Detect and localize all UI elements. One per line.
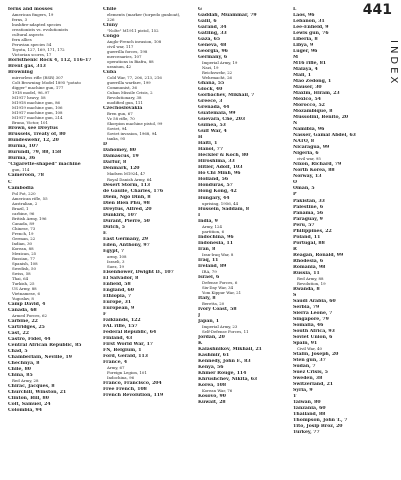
index-subentry: Mexican, 25 (12, 250, 37, 256)
index-entry: Diem, Ngo Dinh, 8 (103, 194, 151, 200)
index-entry: Kennedy, John F., 83 (198, 358, 251, 364)
index-entry: Rwanda, 8 (293, 286, 320, 292)
index-entry: France, 4 (103, 359, 128, 365)
index-subentry: 1918 model, 96–97 (12, 90, 50, 96)
index-subentry: Civil War, 40 (297, 345, 322, 351)
index-entry: Burma, 36 (8, 156, 36, 162)
index-entry: Pakistan, 33 (293, 198, 325, 204)
index-entry: Central African Republic, 85 (8, 342, 82, 348)
index-entry: Rhodesia, 6 (293, 258, 324, 264)
index-subentry: Australian, 2 (12, 200, 38, 206)
index-subentry: mercenaries, 107 (107, 54, 142, 60)
index-entry: Gatling, 33 (198, 31, 227, 37)
index-entry: Dahomey, 80 (103, 148, 136, 154)
index-entry: Haiti, 1 (198, 141, 218, 147)
index-entry: Tito, Josip Broz, 20 (293, 424, 343, 430)
index-entry: E (103, 230, 107, 236)
index-entry: Ethiopia, 7 (103, 293, 132, 299)
index-entry: Canada, 68 (8, 307, 37, 313)
index-subentry: Korean War, 76 (202, 388, 233, 394)
index-entry: Sweden, 38 (293, 375, 323, 381)
index-subentry: Soviet, 94 (107, 126, 127, 132)
index-entry: South Africa, 93 (293, 328, 335, 334)
index-subentry: Israeli, 3 (107, 258, 125, 264)
index-entry: Ivory Coast, 58 (198, 306, 237, 312)
index-entry: Chile (103, 7, 117, 12)
index-subentry: American fingers, 19 (12, 12, 54, 18)
index-subentry: mirrorless rifle (RSR) 307 (12, 75, 64, 81)
index-entry: Hitler, Adolf, 103 (198, 165, 243, 171)
index-entry: Chirac, Jacques, 8 (8, 384, 55, 390)
index-entry: Peru, 57 (293, 222, 315, 228)
index-entry: Eden, Anthony, 97 (103, 242, 150, 248)
index-entry: Singapore, 79 (293, 316, 329, 322)
index-subentry: civil war, 117 (107, 44, 134, 50)
index-subentry: gun, 114 (12, 167, 30, 173)
index-entry: Nasser, Gamal Abdel, 63 (293, 133, 356, 139)
index-entry: Chad, 5 (8, 349, 28, 354)
index-entry: Sierra Leone, 7 (293, 310, 333, 316)
index-entry: Holland, 56 (198, 177, 229, 183)
index-entry: O (293, 180, 298, 186)
index-entry: Hiroshima, 33 (198, 159, 235, 165)
index-subentry: Foreign Legion, 101 (107, 370, 147, 376)
index-entry: Panama, 56 (293, 210, 324, 216)
index-subentry: British Army, 196 (12, 215, 47, 221)
index-subentry: uranium, 42 (107, 64, 132, 70)
index-entry: Luger, 96 (293, 49, 318, 55)
index-entry: Dreyfus, Alfred, 20 (103, 206, 152, 212)
index-column (293, 6, 384, 478)
index-entry: Hong Kong, 42 (198, 189, 237, 195)
index-column (198, 6, 289, 478)
index-subentry: Korean, 88 (12, 245, 34, 251)
index-entry: S (293, 292, 297, 298)
index-entry: Cuba (103, 70, 117, 76)
index-entry: Czechoslovakia (103, 106, 143, 112)
index-entry: Korea, 108 (198, 383, 227, 389)
index-subentry: Toyota, 127, 169, 171, 172 (12, 47, 65, 53)
index-entry: Russia, 11 (293, 270, 320, 276)
index-entry: Bundeswehr, 12, 20 (8, 138, 59, 144)
index-entry: Ford, Gerald, 113 (103, 353, 148, 359)
index-entry: Somalia, 46 (293, 322, 324, 328)
index-subentry: Swedish, 50 (12, 265, 36, 271)
section-label: INDEX (388, 40, 399, 87)
index-entry: Boristhenic Rock 4, 112, 116–17 (8, 58, 92, 64)
index-entry: Glock, 40 (198, 87, 223, 93)
index-entry: Enfield, 58 (103, 281, 131, 287)
index-subentry: Nazi, 19 (202, 65, 219, 71)
index-entry: K (198, 340, 202, 346)
index-subentry: M1917 machine gun, 108 (12, 110, 63, 116)
index-subentry: carbine, 96 (12, 210, 35, 216)
index-subentry: fern allies (12, 37, 32, 43)
index-entry: Suez Crisis, 5 (293, 369, 328, 375)
index-entry: Iran, 8 (198, 246, 216, 252)
index-entry: ferns and mosses (8, 7, 53, 12)
index-entry: H (198, 135, 203, 141)
index-subentry: guerrilla warfare, 199 (107, 80, 151, 86)
index-subentry: army, 108 (107, 253, 127, 259)
index-entry: Cast, 22 (8, 330, 29, 336)
index-subentry: M1917 heavy, 58 (12, 95, 46, 101)
index-subentry: Madsen M1924, 47 (107, 171, 146, 177)
index-entry: M (293, 55, 299, 61)
index-entry: Oman, 5 (293, 186, 315, 192)
index-entry: Darfur, 8 (103, 160, 127, 166)
index-entry: Guatemala, 99 (198, 111, 236, 117)
index-subentry: digger" machine gun, 177 (12, 85, 64, 91)
index-entry: Kashmir, 61 (198, 352, 230, 358)
index-subentry: Spanish, 108 (12, 260, 38, 266)
index-entry: Switzerland, 21 (293, 381, 333, 387)
index-entry: G (198, 7, 202, 12)
index-entry: First World War, 17 (103, 341, 153, 347)
index-subentry: Victorian scores, 17 (12, 52, 52, 58)
index-subentry: Yom Kippur War, 21 (202, 289, 242, 295)
index-subentry: Bren gun, 67 (107, 111, 133, 117)
index-entry: North Korea, 88 (293, 168, 335, 174)
index-subentry: Thai, 64 (12, 275, 29, 281)
index-entry: Mao Zedong, 1 (293, 79, 332, 85)
index-entry: Browning (8, 70, 33, 76)
index-subentry: Iran-Iraq War, 8 (202, 251, 234, 257)
index-entry: Paraguay, 9 (293, 216, 323, 222)
index-entry: El Salvador, 8 (103, 275, 139, 281)
index-entry: T (293, 394, 297, 400)
index-entry: Europe, 31 (103, 299, 132, 305)
index-entry: Kalashnikov, Mikhail, 21 (198, 346, 262, 352)
index-entry: Dutch, 5 (103, 224, 125, 230)
index-entry: Indochina, 96 (198, 234, 234, 240)
index-subentry: M1918 machine gun, 86 (12, 100, 61, 106)
index-entry: Burma, 107 (8, 144, 39, 150)
index-subentry: Yugoslav, 8 (12, 295, 34, 301)
index-entry: Lee-Enfield, 9 (293, 25, 329, 31)
index-entry: Kuwait, 28 (198, 400, 226, 406)
index-entry: Italy, 8 (198, 295, 216, 301)
index-entry: Thompson, John T., 7 (293, 418, 348, 424)
index-subentry: Suez, 19 (107, 263, 124, 269)
index-entry: Grenada, 44 (198, 105, 230, 111)
index-subentry: Army, 67 (107, 365, 125, 370)
index-entry: Ghana, 55 (198, 81, 225, 87)
index-subentry: ferns, 3 (12, 17, 28, 23)
index-entry: Churchill, Winston, 21 (8, 390, 67, 396)
index-entry: Cambodia (8, 185, 34, 191)
index-entry: Soviet Union, 6 (293, 334, 333, 340)
index-subentry: Vietnamese, 6 (12, 290, 40, 296)
index-subentry: American rifle, 55 (12, 195, 48, 201)
index-subentry: US Army, 88 (12, 285, 37, 291)
index-entry: Finland, 43 (103, 335, 133, 341)
index-entry: Mexico, 54 (293, 97, 321, 103)
index-entry: Cluny (103, 23, 118, 29)
index-entry: Colt, Samuel, 24 (8, 402, 51, 408)
index-entry: Damascus, 19 (103, 154, 139, 160)
index-entry: Federal Republic, 64 (103, 329, 157, 335)
index-entry: NATO, 8 (293, 139, 315, 145)
index-subentry: Communist, 36 (107, 85, 137, 91)
index-subentry: Bruno, Victor, 101 (12, 120, 48, 126)
index-entry: Hanoi, 77 (198, 147, 224, 153)
index-entry: Norway, 13 (293, 174, 322, 180)
index-subentry: Beretta, 20 (202, 300, 225, 306)
index-entry: "Cigarette-shaped" machine (8, 162, 81, 168)
index-entry: Kosovo, 90 (198, 394, 226, 400)
index-entry: Egypt, 7 (103, 248, 125, 254)
index-entry: Libya, 9 (293, 43, 314, 49)
index-subentry: Imperial Army, 19 (202, 60, 238, 66)
index-subentry: bushfire-adapted species (12, 22, 62, 28)
index-entry: Serbia, 79 (293, 304, 320, 310)
index-entry: Kenya, 56 (198, 364, 224, 370)
index-columns (8, 6, 384, 478)
index-entry: Namibia, 96 (293, 127, 325, 133)
index-entry: J (198, 312, 201, 318)
index-entry: England, 60 (103, 287, 134, 293)
index-entry: Heckler & Koch, 80 (198, 153, 249, 159)
index-subentry: Brazil, 1 (12, 205, 29, 211)
index-entry: FN, Belgium, 1 (103, 347, 142, 353)
index-entry: Maxim, Hiram, 23 (293, 91, 340, 97)
index-entry: Nixon, Richard, 79 (293, 162, 342, 168)
index-entry: R (293, 246, 297, 252)
index-entry: Castro, Fidel, 44 (8, 336, 51, 342)
index-subentry: IRA, 79 (202, 268, 217, 274)
index-subentry: M1917 machine gun, 214 (12, 115, 63, 121)
index-entry: Philippines, 22 (293, 228, 332, 234)
index-subentry: operations in Biafra, 88 (107, 59, 154, 65)
index-entry: Camp David, 4 (8, 301, 46, 307)
index-entry: Brent gas, 313 (8, 64, 46, 70)
index-subentry: French, 19 (12, 230, 34, 236)
index-entry: Mali, 1 (293, 73, 311, 79)
index-entry: Turkey, 77 (293, 430, 320, 436)
index-subentry: partition, 6 (202, 228, 225, 234)
index-subentry: civil war, 95 (297, 156, 321, 162)
index-entry: D (103, 142, 107, 148)
index-entry: Guinea, 53 (198, 123, 226, 129)
index-subentry: Self-Defense Forces, 11 (202, 328, 249, 334)
index-entry: Reagan, Ronald, 99 (293, 252, 344, 258)
index-entry: Laos, 96 (293, 13, 315, 19)
index-entry: Romania, 98 (293, 264, 326, 270)
index-entry: Brussels, Treaty of, 80 (8, 132, 66, 138)
index-entry: Nicaragua, 99 (293, 145, 330, 151)
index-entry: Khmer Rouge, 114 (198, 370, 247, 376)
index-subentry: Soviet invasion, 1968, 94 (107, 131, 157, 137)
index-entry: European, 9 (103, 305, 135, 311)
index-entry: Chechnya, 8 (8, 361, 40, 367)
index-subentry: Wehrmacht, 26 (202, 75, 233, 81)
index-entry: Colombia, 94 (8, 408, 42, 414)
index-entry: Free French, 108 (103, 387, 147, 393)
index-entry: Germany, 6 (198, 55, 228, 61)
index-entry: de Gaulle, Charles, 176 (103, 188, 164, 194)
index-entry: Garand, 34 (198, 25, 227, 31)
index-subentry: Chinese, 73 (12, 225, 36, 231)
index-entry: Jordan, 20 (198, 334, 225, 340)
index-entry: Portugal, 88 (293, 240, 325, 246)
index-entry: L (293, 7, 297, 12)
index-entry: Mauser, 30 (293, 85, 322, 91)
index-entry: Iraq, 11 (198, 257, 219, 263)
index-subentry: Defense Forces, 6 (202, 279, 238, 285)
index-subentry: Red Army, 28 (12, 378, 39, 384)
index-subentry: elements (marker (torpedo gunboat), (107, 12, 181, 18)
index-entry: East Germany, 29 (103, 236, 149, 242)
index-subentry: uprising, 1956, 44 (202, 200, 239, 206)
index-subentry: cultural aspects (12, 32, 44, 38)
index-entry: N (293, 121, 298, 127)
index-column (103, 6, 194, 478)
index-entry: China, 85 (8, 373, 33, 379)
index-entry: Eisenhower, Dwight D., 107 (103, 269, 174, 275)
index-entry: F (103, 311, 107, 317)
index-subentry: German, 22 (12, 235, 36, 241)
index-entry: Taiwan, 80 (293, 400, 321, 406)
index-entry: Hussein, Saddam, 8 (198, 206, 250, 212)
index-subentry: Red Army, 88 (297, 275, 324, 281)
index-entry: Cameroon, 78 (8, 173, 44, 179)
index-subentry: Anglo-French invasion, 108 (107, 39, 162, 45)
index-entry: Mussolini, Benito, 20 (293, 115, 349, 121)
index-subentry: Peruvian species 54 (12, 42, 52, 48)
index-subentry: Skorpion machine pistol, 99 (107, 121, 163, 127)
index-entry: Morocco, 52 (293, 103, 325, 109)
index-subentry: 226 (107, 17, 115, 23)
index-subentry: Turkish, 25 (12, 280, 35, 286)
index-subentry: Reichswehr, 22 (202, 70, 233, 76)
index-subentry: Swiss, 58 (12, 270, 31, 276)
index-entry: I (198, 212, 201, 218)
index-entry: Georgia, 96 (198, 49, 228, 55)
index-entry: Franco, Francisco, 204 (103, 381, 162, 387)
index-entry: Lewis gun, 76 (293, 31, 329, 37)
index-entry: Palestine, 6 (293, 204, 324, 210)
index-entry: Mozambique, 8 (293, 109, 333, 115)
index-subentry: modified gun, 111 (107, 100, 143, 106)
index-subentry: Cuban Missile Crisis, 2 (107, 90, 153, 96)
index-entry: Greece, 3 (198, 99, 223, 105)
index-subentry: Imperial Army, 23 (202, 323, 238, 329)
index-entry: Indonesia, 11 (198, 240, 233, 246)
index-subentry: Revolution, 19 (297, 280, 326, 286)
index-subentry: tanks, 95 (107, 136, 126, 142)
index-entry: Stalin, Joseph, 20 (293, 351, 339, 357)
index-subentry: "Nolte" M1911 pistol, 152 (107, 28, 159, 34)
index-entry: Tanzania, 60 (293, 406, 326, 412)
index-column (8, 6, 99, 478)
index-entry: Ho Chi Minh, 96 (198, 171, 241, 177)
index-entry: Khrushchev, Nikita, 63 (198, 377, 258, 382)
index-entry: Liberia, 8 (293, 37, 318, 43)
index-entry: Geneva, 48 (198, 43, 227, 49)
index-entry: Sten gun, 37 (293, 357, 326, 363)
index-subentry: Pol Pot, 220 (12, 190, 36, 196)
index-entry: Sudan, 7 (293, 363, 316, 369)
index-entry: Lebanon, 31 (293, 19, 325, 25)
index-subentry: Cold War, 77, 206, 213, 216 (107, 75, 162, 81)
index-entry: Spain, 91 (293, 340, 318, 346)
index-subentry: Six-Day War, 34 (202, 284, 234, 290)
index-entry: Congo (103, 34, 120, 40)
index-subentry: Armed Forces, 62 (12, 312, 47, 318)
index-subentry: Royal Danish Army, 64 (107, 176, 152, 182)
index-entry: Durant, Pierre, 50 (103, 218, 150, 224)
index-entry: Hungary, 44 (198, 195, 230, 201)
index-subentry: Revolutionary, 38 (107, 95, 142, 101)
index-entry: Chile, 80 (8, 367, 32, 373)
index-entry: Saudi Arabia, 60 (293, 298, 336, 304)
index-entry: Galil, 6 (198, 19, 217, 25)
index-entry: M16 rifle, 81 (293, 61, 327, 67)
index-entry: Malaya, 4 (293, 67, 318, 73)
index-entry: Gaza, 65 (198, 37, 221, 43)
index-entry: Ireland, 89 (198, 263, 227, 269)
index-entry: Gaddafi, Muammar, 79 (198, 13, 257, 19)
index-entry: Falklands, 122 (103, 317, 141, 323)
index-entry: Gulf War, 4 (198, 129, 227, 135)
index-subentry: Army, 124 (202, 223, 222, 229)
index-subentry: Indian, 30 (12, 240, 33, 246)
index-entry: Syria, 9 (293, 388, 313, 393)
index-entry: French Revolution, 119 (103, 393, 164, 399)
index-entry: Dunkirk, 107 (103, 212, 137, 218)
index-entry: Carbine, 22 (8, 318, 38, 324)
index-entry: Desert Storm, 113 (103, 182, 151, 188)
index-subentry: M1919 machine gun, 106 (12, 105, 63, 111)
index-subentry: Canada, 89 (12, 220, 35, 226)
index-entry: Nigeria, 6 (293, 151, 319, 157)
index-subentry: guerrilla forces, 198 (107, 49, 148, 55)
index-entry: Dien Bien Phu, 98 (103, 200, 150, 206)
index-entry: Denmark, 120 (103, 166, 140, 172)
index-entry: Honduras, 57 (198, 183, 233, 189)
index-entry: Guevara, Che, 203 (198, 117, 246, 123)
index-entry: Israel, 6 (198, 274, 220, 280)
index-entry: Poland, 11 (293, 234, 321, 240)
index-entry: Burundi, 79, 88, 158 (8, 150, 62, 156)
index-entry: Gorbachev, Mikhail, 7 (198, 93, 255, 99)
index-entry: Thailand, 88 (293, 412, 326, 418)
index-entry: Brown, see Dreyfus (8, 126, 58, 132)
index-entry: Clinton, Bill, 80 (8, 396, 49, 402)
index-entry: Japan, 1 (198, 318, 220, 324)
index-entry: Cartridges, 25 (8, 324, 45, 330)
index-subentry: Indochina, 96 (107, 375, 135, 381)
index-subentry: creationists vs. evolutionists (12, 27, 69, 33)
index-subentry: Colt Browning Model 1895 "potato (12, 80, 81, 86)
index-entry: Chamberlain, Neville, 19 (8, 355, 72, 361)
index-subentry: Vz 58 rifle, 70 (107, 116, 135, 122)
index-entry: P (293, 192, 297, 198)
index-entry: FAL rifle, 157 (103, 323, 138, 329)
page-number: 441 (362, 2, 392, 18)
index-subentry: Russian, 77 (12, 255, 35, 261)
index-entry: India, 9 (198, 218, 218, 224)
index-entry: C (8, 179, 12, 185)
